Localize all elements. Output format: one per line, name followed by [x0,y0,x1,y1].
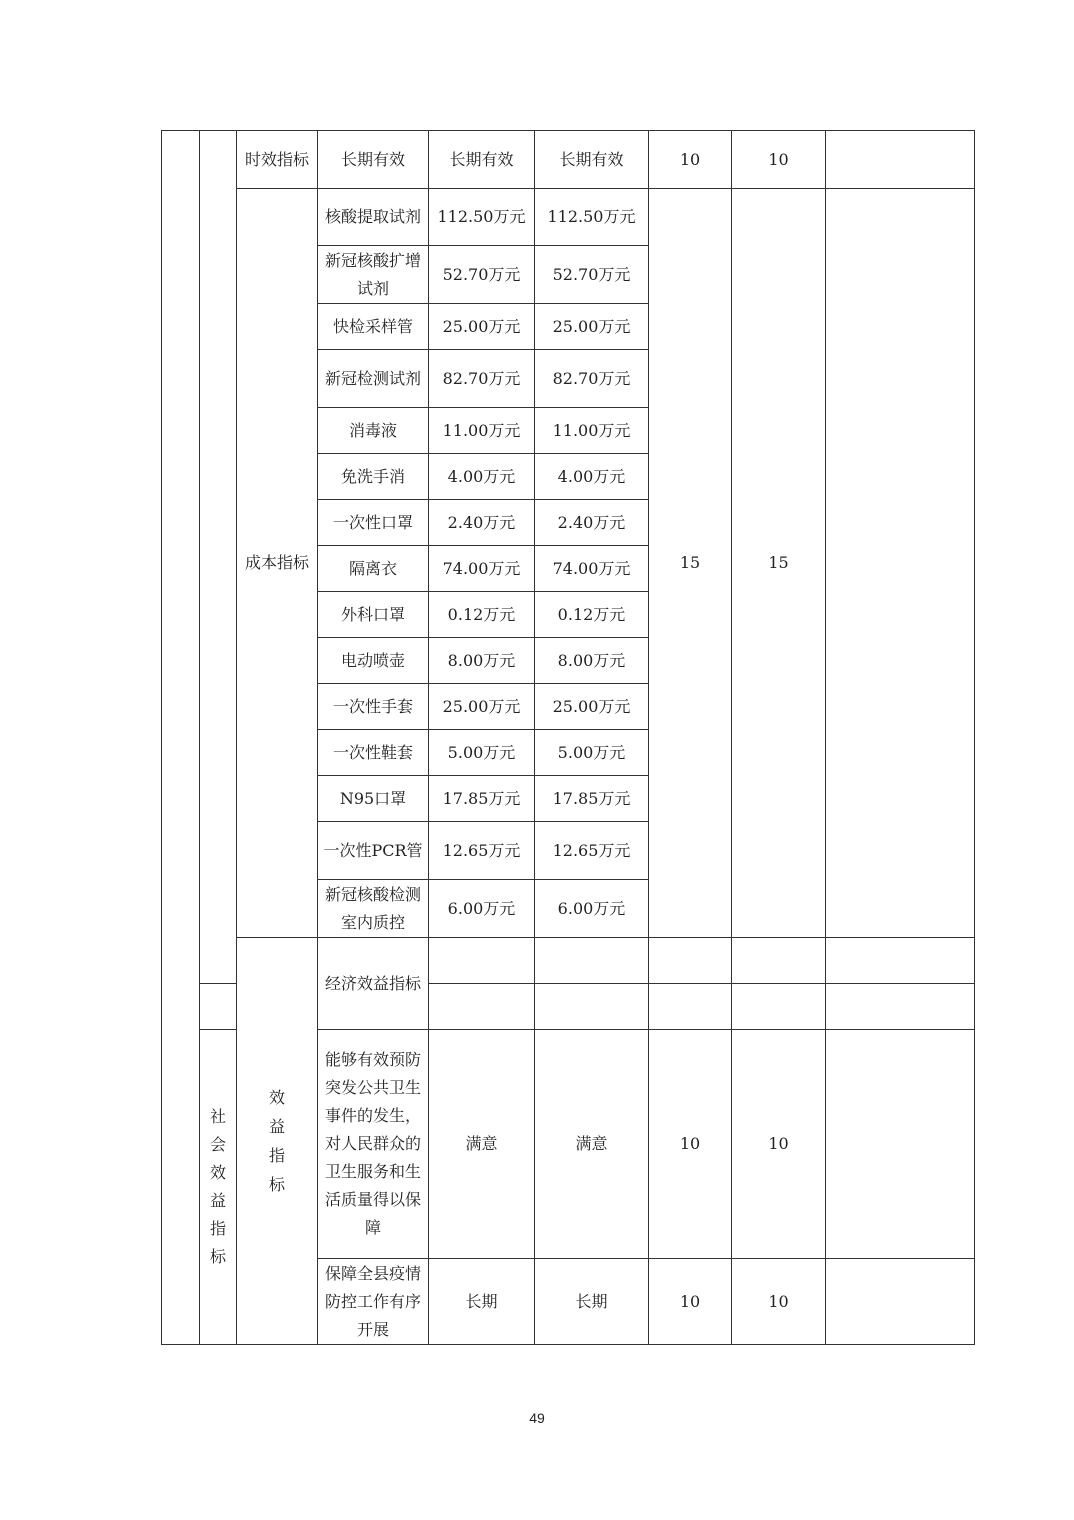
cost-item-actual: 52.70万元 [535,246,649,304]
timeliness-note [826,131,975,189]
cost-item-actual: 112.50万元 [535,189,649,246]
cost-item-actual: 6.00万元 [535,880,649,938]
economic-indicator [200,984,237,1030]
cost-item-actual: 12.65万元 [535,822,649,880]
social-actual: 满意 [535,1030,649,1259]
social-score: 10 [732,1030,826,1259]
economic-note [826,984,975,1030]
cost-item-target: 11.00万元 [429,408,535,454]
social-actual: 长期 [535,1259,649,1345]
cost-item-name: 免洗手消 [318,454,429,500]
social-target: 满意 [429,1030,535,1259]
economic-score [826,938,975,984]
cost-item-name: 核酸提取试剂 [318,189,429,246]
cost-item-actual: 8.00万元 [535,638,649,684]
benefit-group-label [237,938,318,1345]
cost-item-actual: 25.00万元 [535,684,649,730]
cost-item-target: 17.85万元 [429,776,535,822]
economic-target [535,938,649,984]
social-category: 社会效益指标 [200,1030,237,1345]
cost-item-actual: 25.00万元 [535,304,649,350]
cost-item-target: 2.40万元 [429,500,535,546]
benefit-group-text: 效益指标 [268,1088,285,1194]
cost-item-actual: 2.40万元 [535,500,649,546]
cost-item-actual: 74.00万元 [535,546,649,592]
economic-weight [732,938,826,984]
cost-item-target: 25.00万元 [429,684,535,730]
cost-note [826,189,975,938]
economic-indicator [429,938,535,984]
economic-score [732,984,826,1030]
cost-item-actual: 17.85万元 [535,776,649,822]
social-note [826,1259,975,1345]
cost-item-name: 隔离衣 [318,546,429,592]
table-row [162,131,975,189]
cost-item-name: 电动喷壶 [318,638,429,684]
performance-indicator-table [161,130,975,1345]
social-weight: 10 [649,1259,732,1345]
cost-item-name: 一次性手套 [318,684,429,730]
timeliness-category: 时效指标 [237,131,318,189]
level2-output-cell [200,131,237,984]
cost-item-name: 新冠核酸扩增试剂 [318,246,429,304]
cost-item-name: 外科口罩 [318,592,429,638]
cost-item-target: 6.00万元 [429,880,535,938]
table-row [162,189,975,246]
cost-item-target: 4.00万元 [429,454,535,500]
cost-item-target: 8.00万元 [429,638,535,684]
economic-actual [535,984,649,1030]
timeliness-weight: 10 [649,131,732,189]
cost-item-target: 52.70万元 [429,246,535,304]
social-weight: 10 [649,1030,732,1259]
cost-item-name: 一次性口罩 [318,500,429,546]
timeliness-target: 长期有效 [429,131,535,189]
cost-item-name: 新冠核酸检测室内质控 [318,880,429,938]
cost-score: 15 [732,189,826,938]
timeliness-indicator: 长期有效 [318,131,429,189]
economic-weight [649,984,732,1030]
cost-item-name: 一次性鞋套 [318,730,429,776]
cost-item-actual: 4.00万元 [535,454,649,500]
table-row [162,938,975,984]
cost-item-actual: 0.12万元 [535,592,649,638]
cost-item-name: N95口罩 [318,776,429,822]
social-note [826,1030,975,1259]
economic-target [429,984,535,1030]
cost-item-target: 74.00万元 [429,546,535,592]
cost-item-target: 0.12万元 [429,592,535,638]
economic-actual [649,938,732,984]
cost-category: 成本指标 [237,189,318,938]
cost-item-name: 一次性PCR管 [318,822,429,880]
cost-item-actual: 82.70万元 [535,350,649,408]
cost-item-target: 82.70万元 [429,350,535,408]
social-target: 长期 [429,1259,535,1345]
cost-item-actual: 5.00万元 [535,730,649,776]
cost-item-target: 12.65万元 [429,822,535,880]
timeliness-actual: 长期有效 [535,131,649,189]
timeliness-score: 10 [732,131,826,189]
cost-item-name: 新冠检测试剂 [318,350,429,408]
economic-category: 经济效益指标 [318,938,429,1030]
cost-item-actual: 11.00万元 [535,408,649,454]
cost-item-target: 112.50万元 [429,189,535,246]
cost-item-name: 消毒液 [318,408,429,454]
page-number: 49 [529,1410,545,1426]
cost-weight: 15 [649,189,732,938]
social-indicator: 保障全县疫情防控工作有序开展 [318,1259,429,1345]
social-score: 10 [732,1259,826,1345]
social-indicator: 能够有效预防突发公共卫生事件的发生，对人民群众的卫生服务和生活质量得以保障 [318,1030,429,1259]
cost-item-target: 5.00万元 [429,730,535,776]
cost-item-name: 快检采样管 [318,304,429,350]
level1-cell [162,131,200,1345]
cost-item-target: 25.00万元 [429,304,535,350]
